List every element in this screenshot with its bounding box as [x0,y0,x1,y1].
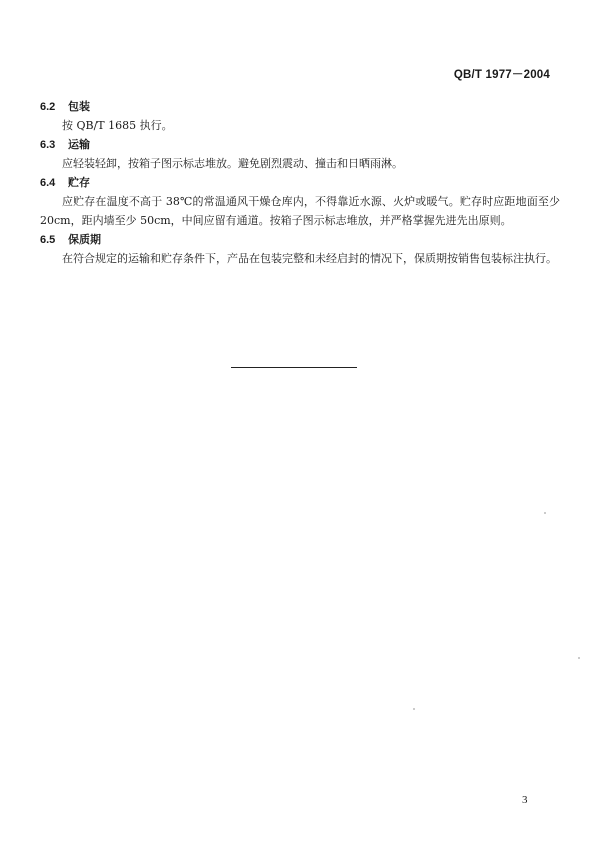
scan-speck [578,657,580,659]
standard-code: QB/T 1977－2004 [453,69,550,81]
section-heading [40,135,560,154]
section-6-2 [40,97,560,135]
section-heading [40,97,560,116]
section-title: 包装 [68,100,90,113]
scan-speck [544,512,546,514]
page-number: 3 [522,794,528,806]
section-heading [40,173,560,192]
section-paragraph: 应轻装轻卸，按箱子图示标志堆放。避免剧烈震动、撞击和日晒雨淋。 [62,157,403,170]
section-heading [40,230,560,249]
section-title: 保质期 [68,233,101,246]
section-6-4 [40,173,560,230]
section-title: 运输 [68,138,90,151]
section-title: 贮存 [68,176,90,189]
section-6-3 [40,135,560,173]
section-paragraph: 应贮存在温度不高于 38℃的常温通风干燥仓库内，不得靠近水源、火炉或暖气。贮存时应距地面至少 20cm，距内墙至少 50cm，中间应留有通道。按箱子图示标志堆放，并严格掌握先进先出原则。 [40,195,560,227]
section-number: 6.5 [40,234,56,246]
section-number: 6.4 [40,177,56,189]
section-number: 6.2 [40,101,56,113]
section-paragraph: 按 QB/T 1685 执行。 [62,119,173,132]
section-number: 6.3 [40,139,56,151]
end-of-document-rule [231,367,357,368]
scan-speck [413,708,415,710]
section-6-5 [40,230,560,268]
document-body [40,97,560,268]
section-paragraph: 在符合规定的运输和贮存条件下，产品在包装完整和未经启封的情况下，保质期按销售包装标注执行。 [62,252,557,265]
